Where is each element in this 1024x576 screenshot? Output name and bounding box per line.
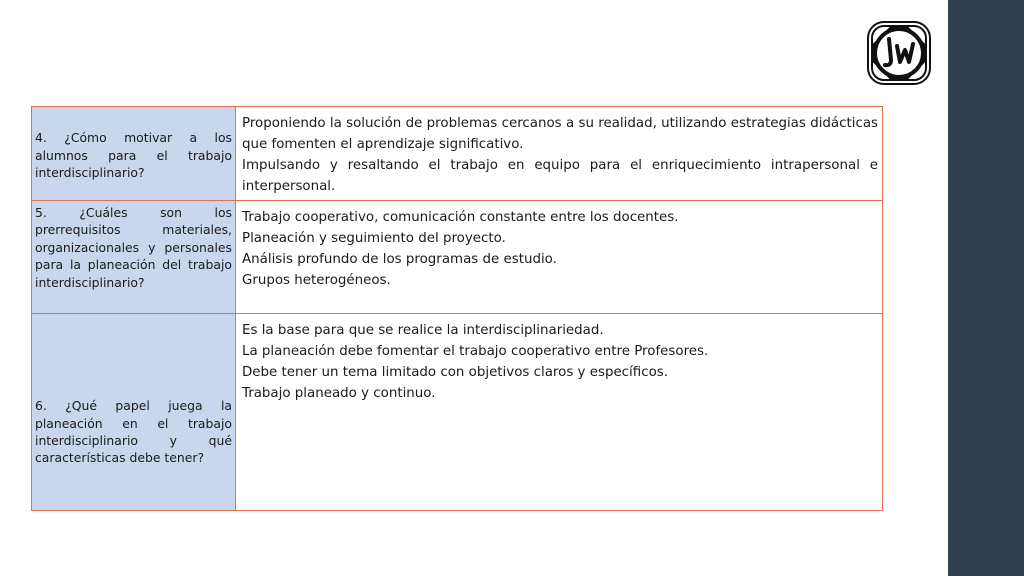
answer-line: Grupos heterogéneos. [242, 273, 391, 288]
table-row [32, 314, 883, 511]
side-accent-bar [948, 0, 1024, 576]
answer-line: Es la base para que se realice la interdisciplinariedad. [242, 323, 604, 338]
table-row [32, 107, 883, 201]
answer-line: Trabajo planeado y continuo. [242, 386, 436, 401]
question-text: 6. ¿Qué papel juega la planeación en el trabajo interdisciplinario y qué características debe tener? [35, 398, 232, 466]
answer-line: Impulsando y resaltando el trabajo en equipo para el enriquecimiento intrapersonal e interpersonal. [242, 158, 878, 194]
answer-cell [236, 314, 883, 511]
question-cell [32, 314, 236, 511]
answer-line: Trabajo cooperativo, comunicación constante entre los docentes. [242, 210, 679, 225]
question-answer-table [31, 106, 883, 511]
jw-monogram-logo-icon [853, 8, 945, 98]
answer-cell [236, 107, 883, 201]
answer-line: Análisis profundo de los programas de estudio. [242, 252, 557, 267]
question-text: 5. ¿Cuáles son los prerrequisitos materiales, organizacionales y personales para la planeación del trabajo interdisciplinario? [35, 205, 232, 290]
answer-line: Planeación y seguimiento del proyecto. [242, 231, 506, 246]
answer-cell [236, 201, 883, 314]
table-row [32, 201, 883, 314]
answer-line: La planeación debe fomentar el trabajo cooperativo entre Profesores. [242, 344, 709, 359]
answer-line: Proponiendo la solución de problemas cercanos a su realidad, utilizando estrategias didácticas que fomenten el aprendizaje significativo. [242, 116, 878, 152]
question-cell [32, 201, 236, 314]
question-cell [32, 107, 236, 201]
question-text: 4. ¿Cómo motivar a los alumnos para el trabajo interdisciplinario? [35, 130, 232, 181]
answer-line: Debe tener un tema limitado con objetivos claros y específicos. [242, 365, 668, 380]
